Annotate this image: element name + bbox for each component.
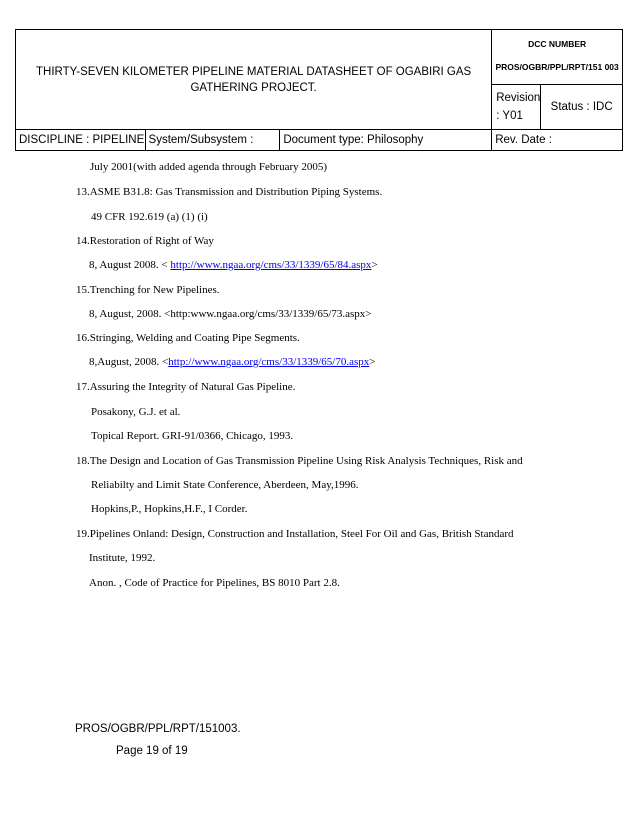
discipline-cell: DISCIPLINE : PIPELINE xyxy=(16,130,146,151)
rev-date-cell: Rev. Date : xyxy=(492,130,623,151)
footer-page-number: Page 19 of 19 xyxy=(116,745,188,757)
status-cell: Status : IDC xyxy=(541,85,623,130)
dcc-label: DCC NUMBER xyxy=(528,39,587,49)
citation-date: 8, August 2008. < xyxy=(89,259,171,271)
link-close-bracket: > xyxy=(371,259,378,271)
list-item: July 2001(with added agenda through February 2005) xyxy=(90,161,328,173)
list-item: 15.Trenching for New Pipelines. xyxy=(76,284,220,296)
reference-link[interactable]: http://www.ngaa.org/cms/33/1339/65/84.aspx xyxy=(170,259,372,271)
document-type-cell: Document type: Philosophy xyxy=(280,130,492,151)
list-item: Anon. , Code of Practice for Pipelines, BS 8010 Part 2.8. xyxy=(89,577,340,589)
citation-date: 8,August, 2008. < xyxy=(89,356,169,368)
list-item: 18.The Design and Location of Gas Transmission Pipeline Using Risk Analysis Techniques, Risk and xyxy=(76,455,523,467)
list-item: Topical Report. GRI-91/0366, Chicago, 1993. xyxy=(91,430,294,442)
list-item: 49 CFR 192.619 (a) (1) (i) xyxy=(91,211,208,223)
revision-cell: Revision : Y01 xyxy=(492,85,541,130)
link-close-bracket: > xyxy=(369,356,376,368)
list-item: 17.Assuring the Integrity of Natural Gas Pipeline. xyxy=(76,381,296,393)
list-item xyxy=(89,258,378,272)
list-item: 16.Stringing, Welding and Coating Pipe Segments. xyxy=(76,332,300,344)
list-item: Reliabilty and Limit State Conference, Aberdeen, May,1996. xyxy=(91,479,359,491)
system-subsystem-cell: System/Subsystem : xyxy=(145,130,280,151)
list-item xyxy=(89,355,376,369)
list-item: Hopkins,P., Hopkins,H.F., I Corder. xyxy=(91,503,248,515)
dcc-number: PROS/OGBR/PPL/RPT/151 003 xyxy=(495,62,619,72)
document-title: THIRTY-SEVEN KILOMETER PIPELINE MATERIAL DATASHEET OF OGABIRI GAS GATHERING PROJECT. xyxy=(16,30,492,130)
list-item: 8, August, 2008. <http:www.ngaa.org/cms/33/1339/65/73.aspx> xyxy=(89,308,372,320)
list-item: Posakony, G.J. et al. xyxy=(91,406,181,418)
list-item: 13.ASME B31.8: Gas Transmission and Distribution Piping Systems. xyxy=(76,186,383,198)
list-item: Institute, 1992. xyxy=(89,552,156,564)
list-item: 19.Pipelines Onland: Design, Construction and Installation, Steel For Oil and Gas, British Standard xyxy=(76,528,514,540)
reference-link[interactable]: http://www.ngaa.org/cms/33/1339/65/70.aspx xyxy=(168,356,370,368)
footer-document-reference: PROS/OGBR/PPL/RPT/151003. xyxy=(75,723,241,735)
list-item: 14.Restoration of Right of Way xyxy=(76,235,214,247)
